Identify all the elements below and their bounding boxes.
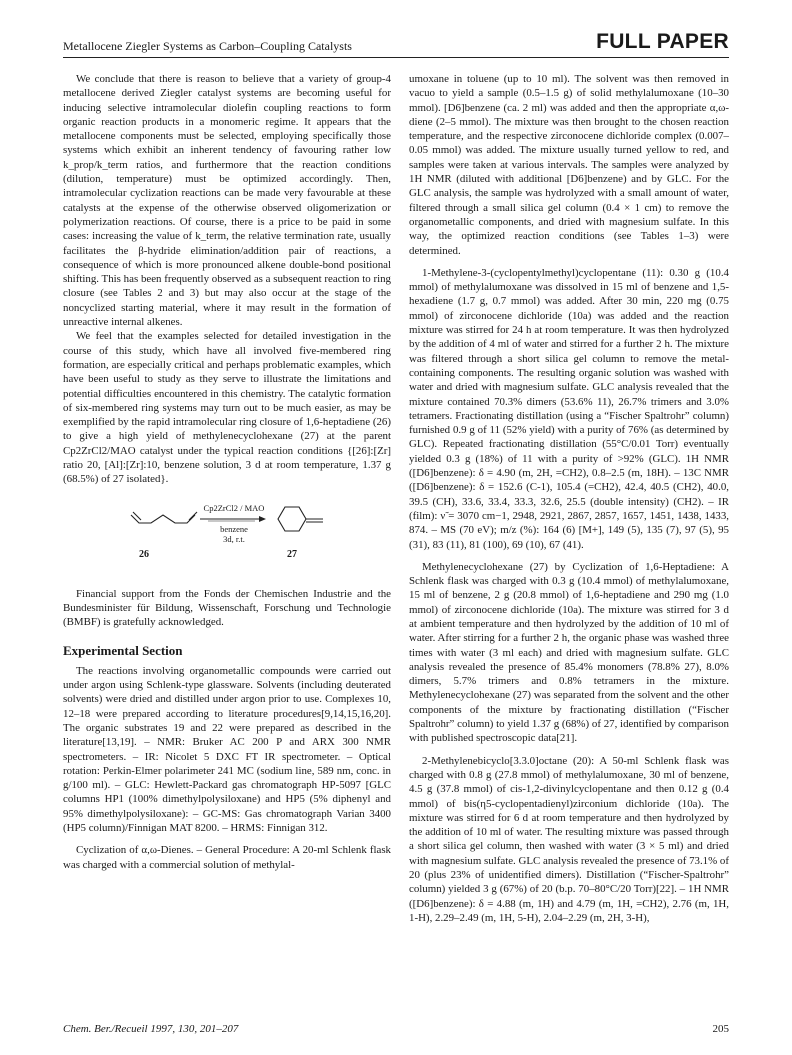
paper-type-label: FULL PAPER [596, 30, 729, 53]
paragraph: Methylenecyclohexane (27) by Cyclization of 1,6-Heptadiene: A Schlenk flask was charged with 0.3 g (10.4 mmol) of methylalumoxane, 15 ml of benzene, 2 g (20.8 mmol) of 1,6-heptadiene and 290 mg (1.0 mmol) of zirconocene dichloride (10a). The mixture was stirred for 3 d at ambient temperature and then hydrolyzed by the addition of 10 ml of water. After stirring for a further 2 h, the organic phase was washed three times with water (3 ml each) and dried with magnesium sulfate. GLC analysis revealed the presence of 85.4% monomers (78.8% 27), 8.0% dimers, 5.7% trimers and 0.8% tetramers in the mixture. Methylenecyclohexane (27) was separated from the solvent and the other components of the mixture by fractionating distillation (“Fischer Spaltrohr” column) to yield 1.37 g (68%) of 27, identified by comparison with published spectroscopic data[21]. [409, 560, 729, 745]
paragraph: The reactions involving organometallic compounds were carried out under argon using Schlenk-type glassware. Solvents (including deuterated solvents) were dried and distilled under argon prior to use. Complexes 10, 12–18 were prepared according to literature procedures[9,14,15,16,20]. The organic substrates 19 and 22 were prepared as described in the literature[13,19]. – NMR: Bruker AC 200 P and ARX 300 NMR spectrometers. – IR: Nicolet 5 DXC FT IR spectrometer. – Optical rotation: Perkin-Elmer polarimeter 241 MC (sodium line, 589 nm, conc. in g/100 ml). – GLC: Hewlett-Packard gas chromatograph HP-5097 [GLC columns HP1 (100% dimethylpolysiloxane) and HP5 (5% diphenyl and 95% dimethylpolysiloxane): – GC-MS: Gas chromatograph Varian 3400 (HP5 column)/Finnigan MAT 8200. – HRMS: Finnigan 312. [63, 664, 391, 835]
acknowledgement: Financial support from the Fonds der Chemischen Industrie and the Bundesminister für Bildung, Wissenschaft, Forschung und Technologie (BMBF) is gratefully acknowledged. [63, 587, 391, 629]
right-column [409, 72, 729, 925]
paragraph: 1-Methylene-3-(cyclopentylmethyl)cyclopentane (11): 0.30 g (10.4 mmol) of methylalumoxane was dissolved in 15 ml of benzene and 1,5-hexadiene (1.7 g, 0.7 mmol) was added. After 30 min, 220 mg (0.75 mmol) of zirconocene dichloride (10a) was added and the reaction mixture was stirred for 24 h at room temperature. It was then hydrolyzed by the addition of 4 ml of water and stirred for a further 2 h. The mixture was filtered through a short silica gel column to remove the metal-containing components. The resulting organic solution was washed with water and dried with magnesium sulfate. GLC analysis revealed that the mixture contained 70.3% dimers (53.6% 11), 26.7% trimers and 3.0% tetramers. Fractionating distillation (using a “Fischer Spaltrohr” column) furnished 0.9 g of 11 (52% yield) with a purity of 76% (as determined by GLC). Repeated fractionating distillation (55°C/0.01 Torr) eventually yielded 0.3 g (18%) of 11 with a purity of >92% (GLC). 1H NMR ([D6]benzene): δ = 4.90 (m, 2H, =CH2), 0.8–2.5 (m, 18H). – 13C NMR ([D6]benzene): δ = 152.6 (C-1), 105.4 (=CH2), 42.4, 40.5 (CH2), 40.0, 39.5 (CH), 33.6, 33.4, 33.3, 32.6, 25.5 (double intensity) (CH2). – IR (film): ν̃ = 3070 cm−1, 2948, 2921, 2867, 2857, 1657, 1451, 1438, 1433, 874. – MS (70 eV); m/z (%): 164 (6) [M+], 149 (5), 135 (7), 97 (5), 95 (31), 83 (11), 81 (100), 69 (10), 67 (41). [409, 266, 729, 551]
journal-citation: Chem. Ber./Recueil 1997, 130, 201–207 [63, 1023, 239, 1035]
section-title: Experimental Section [63, 642, 183, 658]
reagent-label: Cp2ZrCl2 / MAO [203, 502, 265, 513]
reaction-scheme [63, 493, 391, 583]
paragraph: We feel that the examples selected for detailed investigation in the course of this study, which have all involved five-membered ring formation, are especially critical and perhaps problematic examples, which have been useful to study as they serve to illustrate the limitations and potential difficulties encountered in this chemistry. The catalytic formation of six-membered ring systems may turn out to be much easier, as may be exemplified by the rapid intramolecular ring closure of 1,6-heptadiene (26) to give a high yield of methylenecyclohexane (27) at the parent Cp2ZrCl2/MAO catalyst under the typical reaction conditions {[26]:[Zr] ratio 20, [Al]:[Zr]:10, benzene solution, 3 d at room temperature, 1.37 g (68.5%) of 27 isolated}. [63, 330, 391, 486]
header-rule [63, 57, 729, 58]
paragraph: We conclude that there is reason to believe that a variety of group-4 metallocene derived Ziegler catalyst systems are becoming useful for inducing selective intramolecular diolefin coupling reactions to form organic reaction products in a monomeric regime. It appears that the metallocene components must be selected, employing specifically those systems which exhibit an inherent tendency of favouring rather low k_prop/k_term ratios, and furthermore that the reaction conditions (dilution, temperature) must be optimized accordingly. Then, intramolecular cyclization reactions can be made very favourable at these catalysts at the expense of the otherwise observed oligomerization or polymerization reactions. Of course, there is a price to be paid in some cases: increasing the value of k_term, the relative termination rate, usually facilitates the β-hydride elimination/addition pair of reactions, a consequence of which is more pronounced alkene double-bond positional shifting. This has been frequently observed as a subsequent reaction to ring closure (see Tables 2 and 3) but may also occur at the stage of the noncyclized starting material, where it may result in the formation of unreactive internal alkenes. [63, 73, 391, 329]
left-column [63, 72, 391, 872]
compound-27-label: 27 [287, 548, 297, 560]
conditions-label: 3d, r.t. [223, 533, 245, 544]
page-number: 205 [712, 1023, 729, 1035]
compound-26-label: 26 [139, 548, 149, 560]
cyclohexane-ring [278, 507, 306, 531]
paragraph: 2-Methylenebicyclo[3.3.0]octane (20): A 50-ml Schlenk flask was charged with 0.8 g (27.8 mmol) of methylalumoxane, 30 ml of benzene, 4.5 g (37.8 mmol) of cis-1,2-divinylcyclopentane and then 0.12 g (0.4 mmol) of bis(η5-cyclopentadienyl)zirconium dichloride (10a). The mixture was stirred for 6 d at room temperature and then hydrolyzed by the addition of 10 ml of water. The resulting mixture was passed through a short silica gel column, then washed with water (3 × 5 ml) and dried with magnesium sulfate. GLC analysis revealed the presence of 73.1% of 20 (plus 23% of unidentified dimers). Distillation (“Fischer-Spaltrohr” column) yielded 3 g (67%) of 20 (b.p. 70–80°C/20 Torr)[22]. – 1H NMR ([D6]benzene): δ = 4.88 (m, 1H) and 4.79 (m, 1H, =CH2), 2.76 (m, 1H, 1-H), 2.29–2.49 (m, 1H, 5-H), 2.04–2.29 (m, 2H, 3-H), [409, 754, 729, 924]
paragraph: Cyclization of α,ω-Dienes. – General Procedure: A 20-ml Schlenk flask was charged with a commercial solution of methylal- [63, 844, 391, 871]
running-title: Metallocene Ziegler Systems as Carbon–Coupling Catalysts [63, 39, 352, 53]
solvent-label: benzene [220, 523, 248, 534]
paragraph: umoxane in toluene (up to 10 ml). The solvent was then removed in vacuo to yield a sample (0.5–1.5 g) of solid methylalumoxane (10–30 mmol). [D6]benzene (ca. 2 ml) was added and then the appropriate α,ω-diene (2–5 mmol). The mixture was then brought to the chosen reaction temperature, and the respective zirconocene dichloride complex (0.007–0.05 mmol) was added. The mixture usually turned yellow to red, and samples were taken at various intervals. The samples were analyzed by 1H NMR (diluted with additional [D6]benzene) and by GLC. For the GLC analysis, the sample was hydrolyzed with a small amount of water, filtered through a small silica gel column (0.4 × 1 cm) to remove the organometallic components, and dried with magnesium sulfate. In this way, the optimized reaction conditions (see Tables 1–3) were determined. [409, 73, 729, 257]
